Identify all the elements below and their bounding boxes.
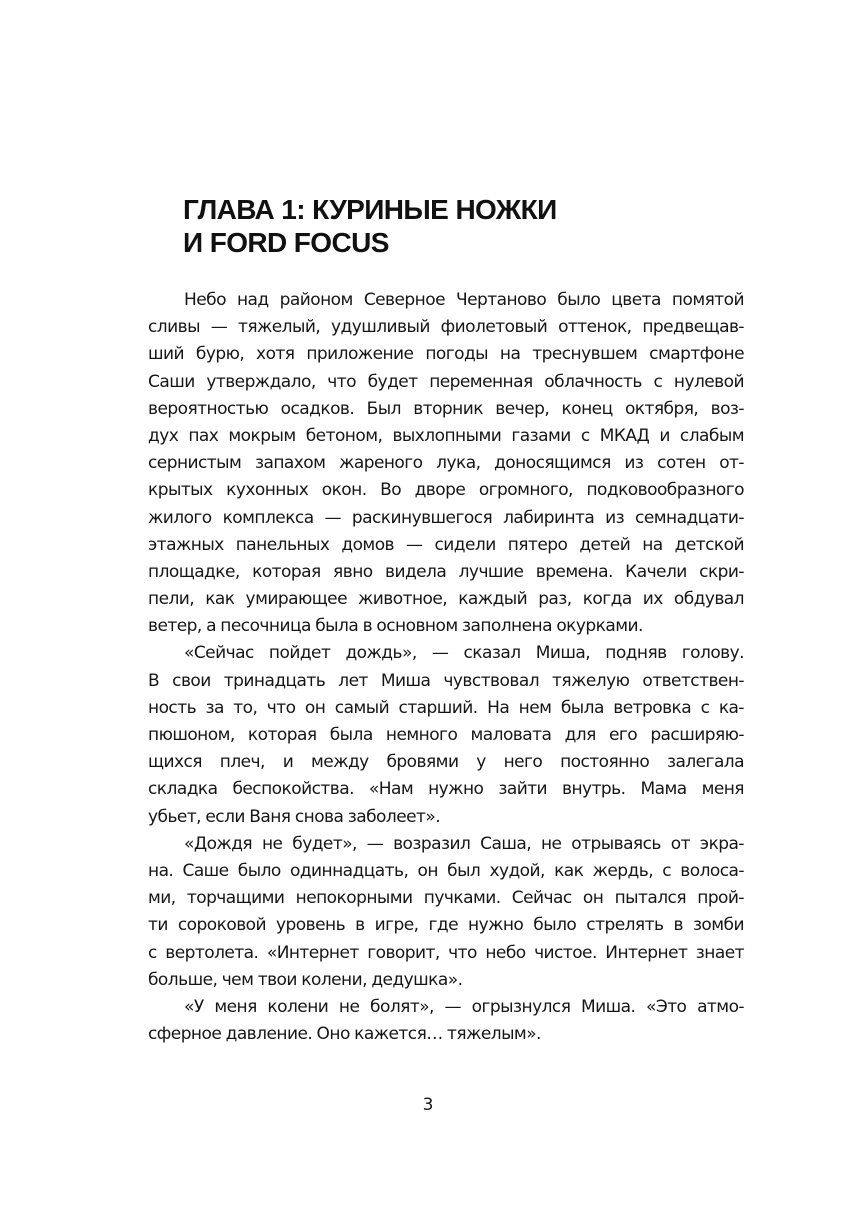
text-line: жилого комплекса — раскинувшегося лабиринта из семнадцати- <box>148 507 744 528</box>
text-line: складка беспокойства. «Нам нужно зайти внутрь. Мама меня <box>148 779 744 800</box>
text-line: убьет, если Ваня снова заболеет». <box>148 806 441 827</box>
text-line: пюшоном, которая была немного маловата для его расширяю- <box>148 725 744 745</box>
text-line: этажных панельных домов — сидели пятеро детей на детской <box>148 534 744 555</box>
chapter-title-line: И FORD FOCUS <box>183 227 389 258</box>
text-line: на. Саше было одиннадцать, он был худой, как жердь, с волоса- <box>148 860 744 881</box>
text-line: «У меня колени не болят», — огрызнулся Миша. «Это атмо- <box>184 996 744 1017</box>
text-line: щихся плеч, и между бровями у него постоянно залегала <box>148 752 744 773</box>
text-line: В свои тринадцать лет Миша чувствовал тяжелую ответствен- <box>148 670 744 691</box>
text-line: ветер, а песочница была в основном заполнена окурками. <box>148 616 643 637</box>
text-line: крытых кухонных окон. Во дворе огромного, подковообразного <box>148 480 744 501</box>
text-line: пели, как умирающее животное, каждый раз, когда их обдувал <box>148 589 744 610</box>
paragraph <box>148 994 744 1048</box>
text-line: дух пах мокрым бетоном, выхлопными газами с МКАД и слабым <box>148 425 744 446</box>
text-line: больше, чем твои колени, дедушка». <box>148 969 463 990</box>
text-line: ший бурю, хотя приложение погоды на треснувшем смартфоне <box>148 344 744 365</box>
page-number: 3 <box>422 1095 434 1115</box>
text-line: «Дождя не будет», — возразил Саша, не отрываясь от экра- <box>184 833 744 854</box>
text-line: сернистым запахом жареного лука, доносящимся из сотен от- <box>148 453 744 474</box>
text-line: вероятностью осадков. Был вторник вечер, конец октября, воз- <box>148 398 744 419</box>
text-line: ти сороковой уровень в игре, где нужно было стрелять в зомби <box>148 915 744 936</box>
text-line: ми, торчащими непокорными пучками. Сейчас он пытался прой- <box>148 888 744 909</box>
paragraph <box>148 287 744 640</box>
chapter-body <box>148 287 744 1048</box>
text-line: Саши утверждало, что будет переменная облачность с нулевой <box>148 371 744 392</box>
paragraph <box>148 831 744 994</box>
text-line: Небо над районом Северное Чертаново было цвета помятой <box>184 290 744 310</box>
text-line: «Сейчас пойдет дождь», — сказал Миша, подняв голову. <box>184 643 744 664</box>
text-line: сливы — тяжелый, удушливый фиолетовый оттенок, предвещав- <box>148 317 744 338</box>
text-line: площадке, которая явно видела лучшие времена. Качели скри- <box>148 561 744 582</box>
text-line: сферное давление. Оно кажется… тяжелым». <box>148 1024 541 1045</box>
paragraph <box>148 640 744 830</box>
text-line: с вертолета. «Интернет говорит, что небо чистое. Интернет знает <box>148 942 744 963</box>
text-line: ность за то, что он самый старший. На нем была ветровка с ка- <box>148 697 744 718</box>
chapter-title <box>183 193 743 259</box>
chapter-title-line: ГЛАВА 1: КУРИНЫЕ НОЖКИ <box>183 194 557 225</box>
